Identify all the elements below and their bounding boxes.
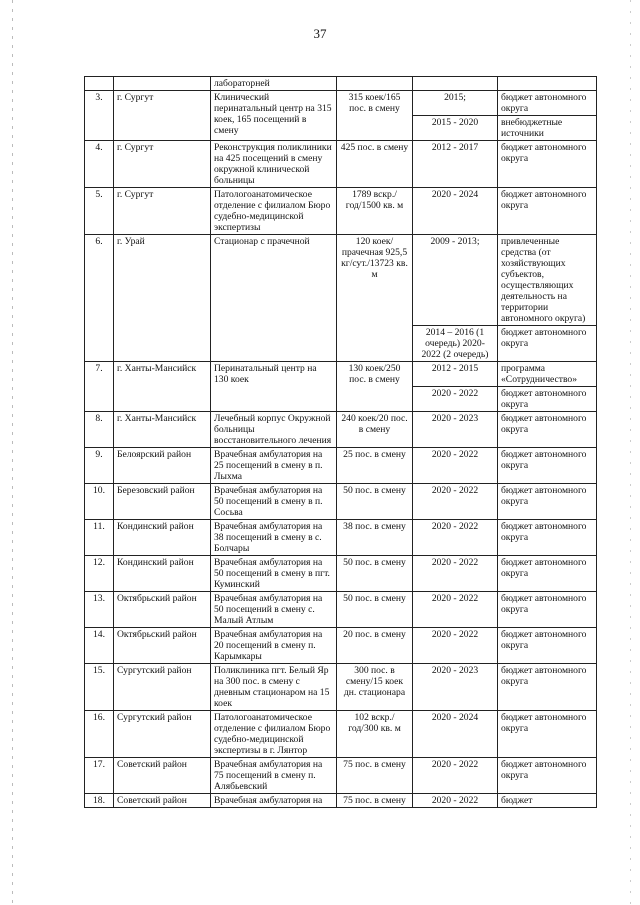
- row-number: 13.: [85, 592, 114, 628]
- row-city: Белоярский район: [114, 448, 211, 484]
- row-object: Лечебный корпус Окружной больницы восстановительного лечения: [211, 412, 337, 448]
- row-period: 2020 - 2022: [413, 484, 498, 520]
- row-capacity: 102 вскр./год/300 кв. м: [337, 711, 413, 758]
- row-number: 8.: [85, 412, 114, 448]
- row-object: Патологоанатомическое отделение с филиалом Бюро судебно-медицинской экспертизы: [211, 188, 337, 235]
- table-row: [85, 556, 597, 592]
- row-capacity: 50 пос. в смену: [337, 556, 413, 592]
- row-period: 2012 - 2015: [413, 362, 498, 387]
- table-row: [85, 520, 597, 556]
- row-funding-source: бюджет автономного округа: [498, 91, 597, 116]
- row-capacity: 120 коек/прачечная 925,5 кг/сут./13723 кв. м: [337, 235, 413, 362]
- table-row: [85, 758, 597, 794]
- row-number: 6.: [85, 235, 114, 362]
- row-capacity: [337, 77, 413, 91]
- table-row: [85, 188, 597, 235]
- row-period: 2015 - 2020: [413, 116, 498, 141]
- row-funding-source: привлеченные средства (от хозяйствующих субъектов, осуществляющих деятельность на территории автономного округа): [498, 235, 597, 326]
- row-capacity: 315 коек/165 пос. в смену: [337, 91, 413, 141]
- row-object: Реконструкция поликлиники на 425 посещений в смену окружной клинической больницы: [211, 141, 337, 188]
- row-object: Врачебная амбулатория на 50 посещений в смену в пгт. Куминский: [211, 556, 337, 592]
- row-capacity: 1789 вскр./год/1500 кв. м: [337, 188, 413, 235]
- row-capacity: 50 пос. в смену: [337, 484, 413, 520]
- row-object: Врачебная амбулатория на 20 посещений в смену п. Карымкары: [211, 628, 337, 664]
- table-row: [85, 91, 597, 116]
- row-capacity: 50 пос. в смену: [337, 592, 413, 628]
- row-object: Врачебная амбулатория на 50 посещений в смену в п. Сосьва: [211, 484, 337, 520]
- row-funding-source: бюджет автономного округа: [498, 141, 597, 188]
- row-city: Сургутский район: [114, 711, 211, 758]
- table-row: [85, 362, 597, 387]
- row-object: Врачебная амбулатория на 50 посещений в смену с. Малый Атлым: [211, 592, 337, 628]
- row-period: [413, 77, 498, 91]
- row-period: 2020 - 2022: [413, 628, 498, 664]
- row-city: г. Урай: [114, 235, 211, 362]
- row-object: Врачебная амбулатория на 38 посещений в смену в с. Болчары: [211, 520, 337, 556]
- row-funding-source: бюджет автономного округа: [498, 628, 597, 664]
- row-number: 5.: [85, 188, 114, 235]
- row-number: 4.: [85, 141, 114, 188]
- table-row: [85, 448, 597, 484]
- row-city: Кондинский район: [114, 520, 211, 556]
- row-period: 2014 – 2016 (1 очередь) 2020-2022 (2 очередь): [413, 326, 498, 362]
- row-object: лабораторней: [211, 77, 337, 91]
- row-funding-source: бюджет автономного округа: [498, 188, 597, 235]
- scan-edge-right: [630, 0, 631, 905]
- row-funding-source: бюджет автономного округа: [498, 592, 597, 628]
- page-number: 37: [313, 26, 327, 41]
- row-city: Советский район: [114, 794, 211, 808]
- row-funding-source: программа «Сотрудничество»: [498, 362, 597, 387]
- row-capacity: 75 пос. в смену: [337, 758, 413, 794]
- row-period: 2015;: [413, 91, 498, 116]
- row-object: Клинический перинатальный центр на 315 коек, 165 посещений в смену: [211, 91, 337, 141]
- row-city: Сургутский район: [114, 664, 211, 711]
- table-row: [85, 77, 597, 91]
- row-period: 2020 - 2023: [413, 412, 498, 448]
- row-period: 2020 - 2022: [413, 556, 498, 592]
- row-funding-source: бюджет автономного округа: [498, 387, 597, 412]
- row-object: Патологоанатомическое отделение с филиалом Бюро судебно-медицинской экспертизы в г. Лянтор: [211, 711, 337, 758]
- row-period: 2020 - 2022: [413, 387, 498, 412]
- row-capacity: 75 пос. в смену: [337, 794, 413, 808]
- row-number: 9.: [85, 448, 114, 484]
- row-period: 2020 - 2024: [413, 711, 498, 758]
- table-row: [85, 794, 597, 808]
- table-row: [85, 412, 597, 448]
- row-city: Березовский район: [114, 484, 211, 520]
- row-funding-source: бюджет автономного округа: [498, 412, 597, 448]
- row-object: Перинатальный центр на 130 коек: [211, 362, 337, 412]
- row-number: 16.: [85, 711, 114, 758]
- row-city: г. Ханты-Мансийск: [114, 362, 211, 412]
- row-funding-source: бюджет автономного округа: [498, 448, 597, 484]
- row-period: 2020 - 2024: [413, 188, 498, 235]
- row-city: Советский район: [114, 758, 211, 794]
- scan-edge-left: [12, 0, 13, 905]
- table-row: [85, 711, 597, 758]
- row-funding-source: бюджет автономного округа: [498, 520, 597, 556]
- row-period: 2020 - 2022: [413, 794, 498, 808]
- table-row: [85, 628, 597, 664]
- row-period: 2012 - 2017: [413, 141, 498, 188]
- row-city: [114, 77, 211, 91]
- row-capacity: 38 пос. в смену: [337, 520, 413, 556]
- row-funding-source: бюджет автономного округа: [498, 484, 597, 520]
- row-city: Октябрьский район: [114, 628, 211, 664]
- row-city: Кондинский район: [114, 556, 211, 592]
- row-funding-source: [498, 77, 597, 91]
- row-funding-source: бюджет: [498, 794, 597, 808]
- row-number: 12.: [85, 556, 114, 592]
- row-object: Врачебная амбулатория на: [211, 794, 337, 808]
- row-city: г. Сургут: [114, 91, 211, 141]
- row-object: Врачебная амбулатория на 75 посещений в смену п. Алябьевский: [211, 758, 337, 794]
- table-row: [85, 592, 597, 628]
- row-number: 10.: [85, 484, 114, 520]
- row-city: Октябрьский район: [114, 592, 211, 628]
- row-capacity: 240 коек/20 пос. в смену: [337, 412, 413, 448]
- row-number: 17.: [85, 758, 114, 794]
- row-number: 11.: [85, 520, 114, 556]
- row-funding-source: бюджет автономного округа: [498, 711, 597, 758]
- construction-table: [84, 76, 597, 808]
- row-capacity: 425 пос. в смену: [337, 141, 413, 188]
- table-row: [85, 235, 597, 326]
- row-period: 2020 - 2022: [413, 520, 498, 556]
- row-funding-source: бюджет автономного округа: [498, 664, 597, 711]
- row-capacity: 130 коек/250 пос. в смену: [337, 362, 413, 412]
- row-number: 3.: [85, 91, 114, 141]
- row-period: 2009 - 2013;: [413, 235, 498, 326]
- row-period: 2020 - 2022: [413, 448, 498, 484]
- row-number: 18.: [85, 794, 114, 808]
- row-period: 2020 - 2022: [413, 758, 498, 794]
- row-number: [85, 77, 114, 91]
- row-funding-source: внебюджетные источники: [498, 116, 597, 141]
- table-row: [85, 141, 597, 188]
- row-capacity: 20 пос. в смену: [337, 628, 413, 664]
- row-object: Поликлиника пгт. Белый Яр на 300 пос. в смену с дневным стационаром на 15 коек: [211, 664, 337, 711]
- row-funding-source: бюджет автономного округа: [498, 758, 597, 794]
- row-city: г. Ханты-Мансийск: [114, 412, 211, 448]
- row-funding-source: бюджет автономного округа: [498, 556, 597, 592]
- row-number: 7.: [85, 362, 114, 412]
- row-object: Стационар с прачечной: [211, 235, 337, 362]
- row-capacity: 300 пос. в смену/15 коек дн. стационара: [337, 664, 413, 711]
- row-period: 2020 - 2022: [413, 592, 498, 628]
- table-body: [85, 77, 597, 808]
- row-city: г. Сургут: [114, 188, 211, 235]
- row-capacity: 25 пос. в смену: [337, 448, 413, 484]
- row-city: г. Сургут: [114, 141, 211, 188]
- table-row: [85, 664, 597, 711]
- table-row: [85, 484, 597, 520]
- row-funding-source: бюджет автономного округа: [498, 326, 597, 362]
- row-number: 14.: [85, 628, 114, 664]
- row-period: 2020 - 2023: [413, 664, 498, 711]
- row-object: Врачебная амбулатория на 25 посещений в смену в п. Лыхма: [211, 448, 337, 484]
- row-number: 15.: [85, 664, 114, 711]
